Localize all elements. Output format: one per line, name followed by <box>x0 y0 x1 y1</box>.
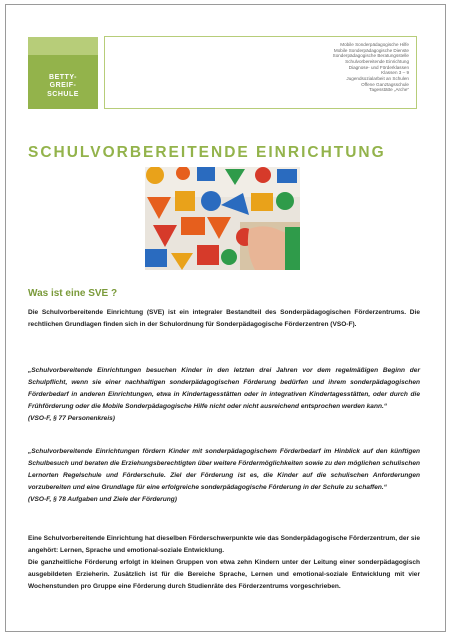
quote-text-1: „Schulvorbereitende Einrichtungen besuchen Kinder in den letzten drei Jahren vor dem regelmäßigen Beginn der Schulpflicht, wenn sie einer nachhaltigen sonderpädagogischen Förderung bedürfen und ihrem sonderpädagogischen Förderbedarf in anderen Einrichtungen, etwa in Kindertagesstätten oder in integrativen Kindertagesstätten, oder durch die Frühförderung oder die Mobile Sonderpädagogische Hilfe nicht oder nicht ausreichend entsprochen werden kann.“ <box>28 367 420 410</box>
intro-paragraph: Die Schulvorbereitende Einrichtung (SVE) ist ein integraler Bestandteil des Sonderpädagogischen Förderzentrums. Die rechtlichen Grundlagen finden sich in der Schulordnung für Sonderpädagogische Förderzentren (VSO-F). <box>28 309 420 328</box>
service-item: Diagnose- und Förderklassen <box>348 64 409 70</box>
logo-top-band <box>28 37 98 55</box>
quote-paragraph-2 <box>28 446 420 506</box>
school-logo <box>28 37 98 109</box>
page-title: SCHULVORBEREITENDE EINRICHTUNG <box>28 144 386 161</box>
service-item: Offene Ganztagsschule <box>361 81 409 87</box>
quote-source-2: (VSO-F, § 78 Aufgaben und Ziele der Förderung) <box>28 496 177 503</box>
shapes-photo <box>145 167 300 270</box>
service-item: Jugendsozialarbeit an Schulen <box>346 75 409 81</box>
quote-text-2: „Schulvorbereitende Einrichtungen fördern Kinder mit sonderpädagogischem Förderbedarf im Hinblick auf den künftigen Schulbesuch und beraten die Erziehungsberechtigten über weitere Fördermöglichkeiten sowie zu den möglichen schulischen Lernorten Regelschule und Förderschule. Ziel der Förderung ist es, die Kinder auf die schulischen Anforderungen vorzubereiten und eine Grundlage für eine erfolgreiche sonderpädagogische Förderung in der Schule zu schaffen.“ <box>28 448 420 491</box>
services-box <box>104 36 417 109</box>
service-item: Schulvorbereitende Einrichtung <box>345 58 409 64</box>
service-item: Mobile Sonderpädagogische Dienste <box>333 47 409 53</box>
quote-source-1: (VSO-F, § 77 Personenkreis) <box>28 415 115 422</box>
service-item: Sonderpädagogische Beratungsstelle <box>332 53 409 59</box>
quote-paragraph-1 <box>28 365 420 425</box>
logo-line-1: BETTY- <box>49 73 77 81</box>
closing-paragraphs <box>28 533 420 593</box>
logo-line-2: GREIF- <box>49 82 77 89</box>
service-item: Klassen 3 – 9 <box>381 70 409 76</box>
service-item: Tagesstätte „Arche“ <box>369 87 409 93</box>
closing-text-2: Die ganzheitliche Förderung erfolgt in kleinen Gruppen von etwa zehn Kindern unter der Leitung einer sonderpädagogisch ausgebildeten Erzieherin. Zusätzlich ist für die Bereiche Sprache, Lernen und emotional-soziale Entwicklung mit vier Wochenstunden pro Gruppe eine Förderung durch Studienräte des Förderzentrums vorgeschrieben. <box>28 559 420 590</box>
section-heading: Was ist eine SVE ? <box>28 288 118 299</box>
closing-text-1: Eine Schulvorbereitende Einrichtung hat dieselben Förderschwerpunkte wie das Sonderpädagogische Förderzentrum, der sie angehört: Lernen, Sprache und emotional-soziale Entwicklung. <box>28 535 420 554</box>
service-item: Mobile Sonderpädagogische Hilfe <box>340 42 409 47</box>
logo-line-3: SCHULE <box>47 90 79 98</box>
